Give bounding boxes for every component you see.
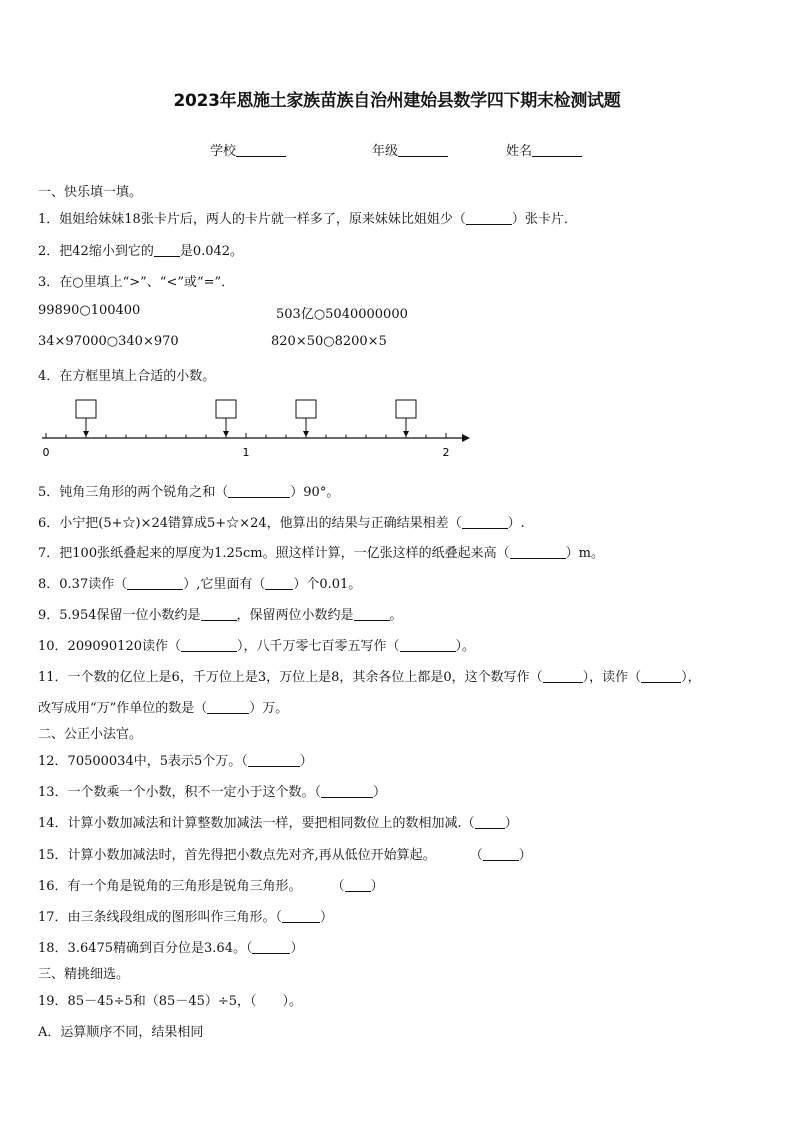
answer-box-4[interactable] <box>396 400 416 418</box>
tick-label-1: 1 <box>242 446 250 459</box>
question-14: 14．计算小数加减法和计算整数加减法一样，要把相同数位上的数相加减.（ ） <box>38 816 518 831</box>
question-8: 8．0.37读作（ ）,它里面有（ ）个0.01。 <box>38 577 362 592</box>
question-11: 11．一个数的亿位上是6，千万位上是3，万位上是8，其余各位上都是0，这个数写作（ ），读作（ ）， <box>38 670 701 685</box>
answer-blank[interactable] <box>641 670 681 683</box>
tick-label-0: 0 <box>42 446 50 459</box>
question-12: 12．70500034中，5表示5个万。（ ） <box>38 754 313 769</box>
section-heading-1: 一、快乐填一填。 <box>38 185 143 200</box>
answer-blank[interactable] <box>400 639 456 652</box>
answer-blank[interactable] <box>127 577 183 590</box>
question-7: 7．把100张纸叠起来的厚度为1.25cm。照这样计算，一亿张这样的纸叠起来高（ ）m。 <box>38 546 604 561</box>
box-pointer-arrow <box>403 431 409 437</box>
question-9: 9．5.954保留一位小数约是 ，保留两位小数约是 。 <box>38 608 403 623</box>
tick-label-2: 2 <box>442 446 450 459</box>
question-18: 18．3.6475精确到百分位是3.64。（ ） <box>38 941 304 956</box>
answer-blank[interactable] <box>265 577 293 590</box>
answer-blank[interactable] <box>282 910 320 923</box>
answer-blank[interactable] <box>483 848 519 861</box>
grade-field[interactable] <box>372 140 448 159</box>
answer-blank[interactable] <box>154 244 180 257</box>
answer-blank[interactable] <box>354 608 390 621</box>
question-15: 15．计算小数加减法时，首先得把小数点先对齐,再从低位开始算起。 （ ） <box>38 848 532 863</box>
name-blank[interactable] <box>532 143 582 157</box>
answer-box-1[interactable] <box>76 400 96 418</box>
box-pointer-arrow <box>223 431 229 437</box>
question-6: 6．小宁把(5+☆)×24错算成5+☆×24，他算出的结果与正确结果相差（ ）. <box>38 516 525 531</box>
answer-blank[interactable] <box>466 212 512 225</box>
name-label: 姓名 <box>506 144 533 159</box>
school-field[interactable] <box>210 140 286 159</box>
box-pointer-arrow <box>303 431 309 437</box>
answer-blank[interactable] <box>248 754 300 767</box>
answer-blank[interactable] <box>321 785 373 798</box>
question-16: 16．有一个角是锐角的三角形是锐角三角形。 （ ） <box>38 879 384 894</box>
question-10: 10．209090120读作（ ），八千万零七百零五写作（ ）。 <box>38 639 476 654</box>
number-line-arrow <box>462 434 470 442</box>
answer-blank[interactable] <box>510 546 566 559</box>
answer-box-3[interactable] <box>296 400 316 418</box>
section-heading-3: 三、精挑细选。 <box>38 967 130 982</box>
question-4: 4．在方框里填上合适的小数。 <box>38 369 216 384</box>
option-a[interactable]: A．运算顺序不同，结果相同 <box>38 1025 204 1040</box>
compare-item-1: 99890○100400 <box>38 303 141 318</box>
answer-blank[interactable] <box>228 485 290 498</box>
compare-item-2: 503亿○5040000000 <box>276 307 408 322</box>
answer-blank[interactable] <box>201 608 237 621</box>
answer-blank[interactable] <box>181 639 237 652</box>
grade-label: 年级 <box>372 144 399 159</box>
page-title: 2023年恩施土家族苗族自治州建始县数学四下期末检测试题 <box>173 91 621 111</box>
grade-blank[interactable] <box>398 143 448 157</box>
answer-blank[interactable] <box>543 670 583 683</box>
question-3: 3．在○里填上“>”、“<”或“=”． <box>38 275 235 290</box>
compare-item-4: 820×50○8200×5 <box>271 334 387 349</box>
question-5: 5．钝角三角形的两个锐角之和（ ）90°。 <box>38 485 340 500</box>
answer-box-2[interactable] <box>216 400 236 418</box>
answer-blank[interactable] <box>252 941 290 954</box>
number-line-figure <box>36 396 476 464</box>
student-info-row <box>0 140 794 160</box>
box-pointer-arrow <box>83 431 89 437</box>
question-13: 13．一个数乘一个小数，积不一定小于这个数。（ ） <box>38 785 387 800</box>
school-label: 学校 <box>210 144 237 159</box>
question-17: 17．由三条线段组成的图形叫作三角形。（ ） <box>38 910 334 925</box>
question-11-continued: 改写成用“万”作单位的数是（ ）万。 <box>38 701 289 716</box>
school-blank[interactable] <box>236 143 286 157</box>
answer-blank[interactable] <box>462 516 508 529</box>
question-19: 19．85－45÷5和（85－45）÷5，（ ）。 <box>38 994 303 1009</box>
name-field[interactable] <box>506 140 582 159</box>
compare-item-3: 34×97000○340×970 <box>38 334 179 349</box>
answer-blank[interactable] <box>345 879 371 892</box>
question-2: 2．把42缩小到它的 是0.042。 <box>38 244 244 259</box>
answer-blank[interactable] <box>207 701 249 714</box>
answer-blank[interactable] <box>475 816 505 829</box>
section-heading-2: 二、公正小法官。 <box>38 727 143 742</box>
question-1: 1．姐姐给妹妹18张卡片后，两人的卡片就一样多了，原来妹妹比姐姐少（ ）张卡片． <box>38 212 577 227</box>
